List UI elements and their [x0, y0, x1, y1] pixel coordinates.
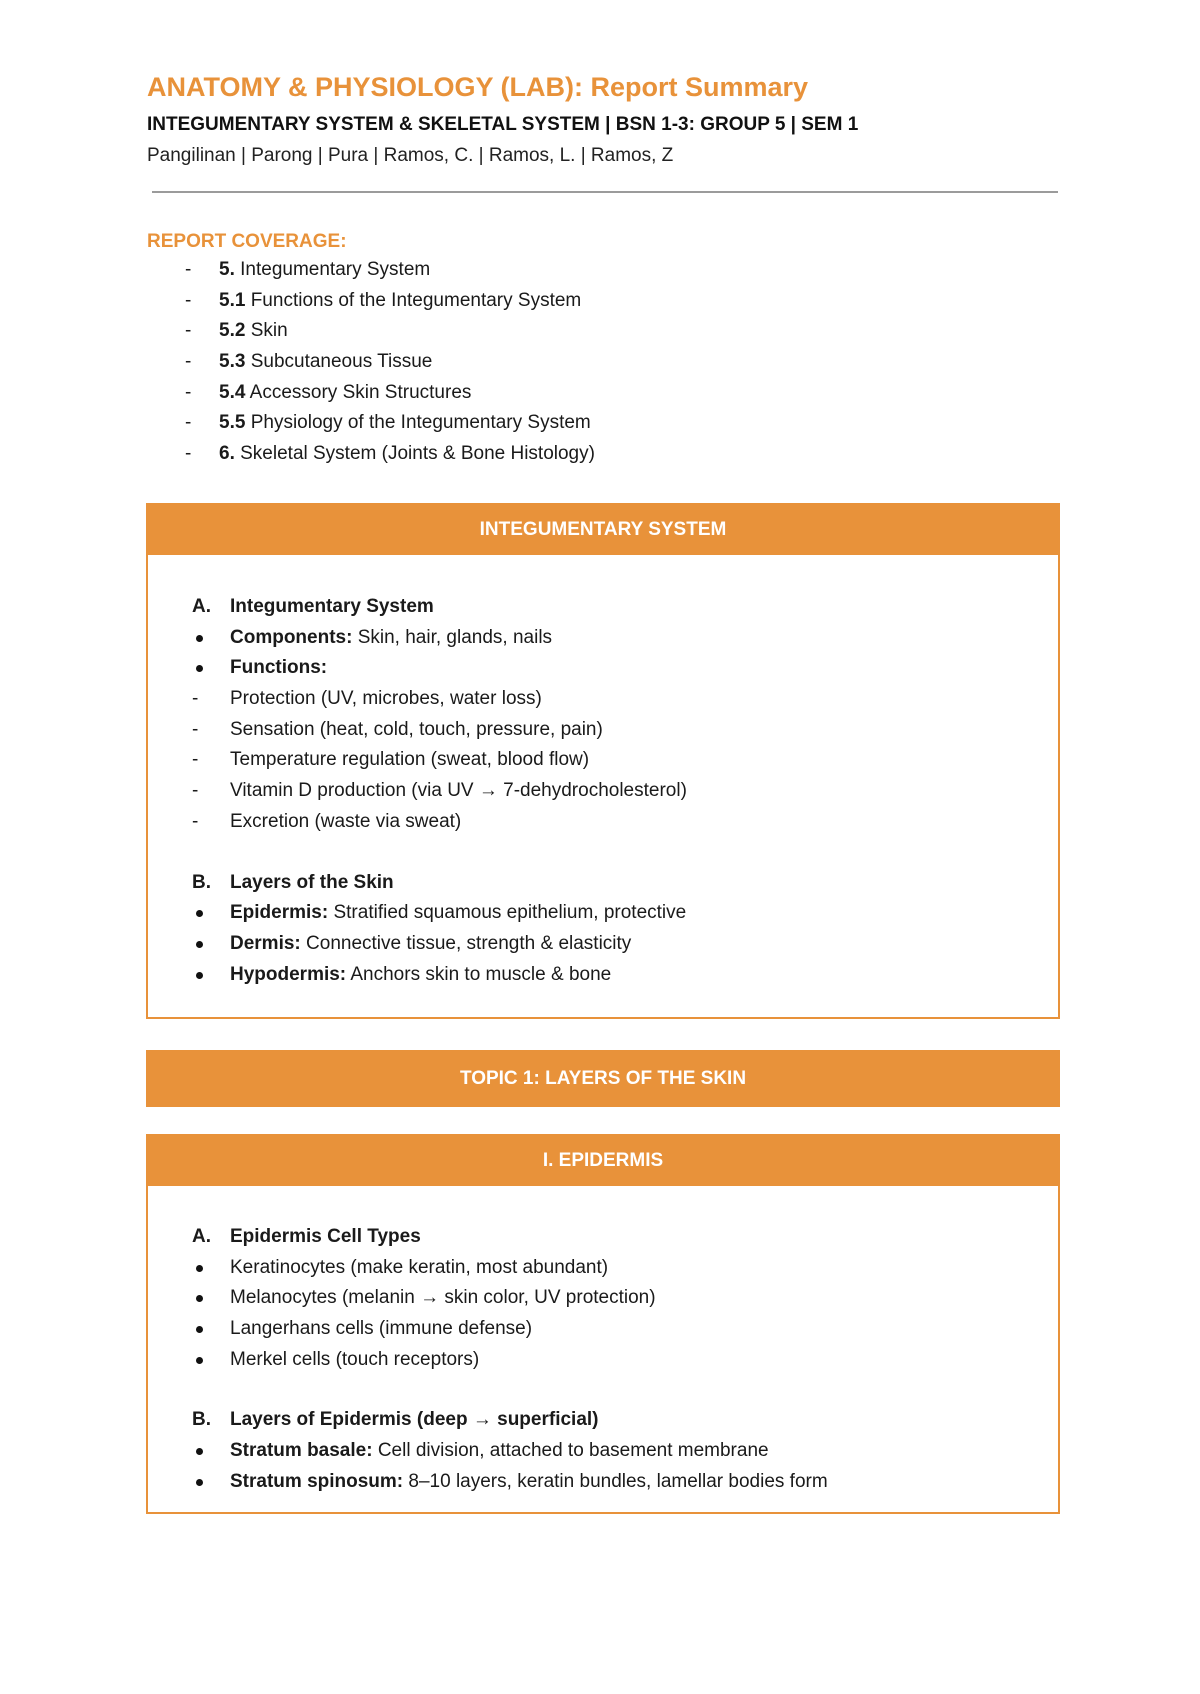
topic1-banner [146, 1050, 1060, 1107]
letter-marker: A. [192, 1226, 211, 1247]
list-item [148, 1253, 1058, 1284]
item-label: Stratum basale: [230, 1440, 373, 1462]
item-text: Melanocytes (melanin → skin color, UV protection) [230, 1287, 656, 1309]
coverage-item [147, 316, 595, 347]
spacer [148, 838, 1058, 868]
spacer [148, 1375, 1058, 1405]
document-subtitle: INTEGUMENTARY SYSTEM & SKELETAL SYSTEM | BSN 1-3: GROUP 5 | SEM 1 [147, 114, 859, 135]
item-text: Langerhans cells (immune defense) [230, 1318, 533, 1340]
item-text: Protection (UV, microbes, water loss) [230, 688, 542, 710]
dash-marker: - [185, 412, 192, 434]
list-item [148, 715, 1058, 746]
bullet-icon [196, 941, 203, 948]
bullet-icon [196, 1265, 203, 1272]
coverage-text: Integumentary System [234, 259, 431, 280]
bullet-icon [196, 1448, 203, 1455]
item-text: Temperature regulation (sweat, blood flow) [230, 749, 590, 771]
dash-marker: - [192, 810, 199, 832]
letter-marker: A. [192, 596, 211, 617]
list-item [148, 807, 1058, 838]
item-text: Cell division, attached to basement membrane [372, 1440, 769, 1462]
bullet-icon [196, 1357, 203, 1364]
dash-marker: - [192, 718, 199, 740]
item-text: Merkel cells (touch receptors) [230, 1348, 480, 1370]
bullet-icon [196, 1326, 203, 1333]
list-item [148, 1283, 1058, 1314]
coverage-number: 5.1 [219, 289, 246, 311]
coverage-number: 5.3 [219, 351, 246, 373]
coverage-item [147, 347, 595, 378]
bullet-icon [196, 1479, 203, 1486]
dash-marker: - [185, 443, 192, 465]
dash-marker: - [185, 320, 192, 342]
letter-marker: B. [192, 871, 211, 893]
item-text: Sensation (heat, cold, touch, pressure, pain) [230, 718, 603, 740]
dash-marker: - [192, 780, 199, 802]
document-title: ANATOMY & PHYSIOLOGY (LAB): Report Summary [147, 72, 809, 102]
subheading [148, 1405, 1058, 1436]
item-label: Stratum spinosum: [230, 1470, 404, 1492]
integumentary-section [146, 503, 1060, 1019]
item-text: Keratinocytes (make keratin, most abundant) [230, 1256, 609, 1278]
section-body [148, 555, 1058, 990]
coverage-item [147, 408, 595, 439]
coverage-title: REPORT COVERAGE: [147, 231, 347, 252]
item-label: Components: [230, 626, 353, 648]
list-item [148, 653, 1058, 684]
item-label: Hypodermis: [230, 963, 347, 985]
bullet-icon [196, 910, 203, 917]
subheading-text: Layers of Epidermis (deep → superficial) [230, 1409, 599, 1431]
header-divider [152, 191, 1058, 193]
subheading-text: Epidermis Cell Types [230, 1226, 421, 1247]
coverage-number: 6. [219, 443, 235, 465]
coverage-text: Skeletal System (Joints & Bone Histology) [234, 443, 595, 465]
item-text: Stratified squamous epithelium, protective [328, 902, 687, 924]
item-label: Functions: [230, 657, 328, 679]
item-label: Epidermis: [230, 902, 329, 924]
list-item [148, 1314, 1058, 1345]
letter-marker: B. [192, 1409, 211, 1431]
item-label: Dermis: [230, 932, 301, 954]
bullet-icon [196, 1295, 203, 1302]
section-header: INTEGUMENTARY SYSTEM [148, 505, 1058, 555]
dash-marker: - [185, 259, 192, 280]
coverage-item [147, 378, 595, 409]
bullet-icon [196, 635, 203, 642]
list-item [148, 929, 1058, 960]
subheading [148, 592, 1058, 623]
dash-marker: - [192, 749, 199, 771]
section-header: TOPIC 1: LAYERS OF THE SKIN [148, 1052, 1058, 1105]
section-body [148, 1186, 1058, 1498]
item-text: Skin, hair, glands, nails [352, 626, 553, 648]
dash-marker: - [185, 351, 192, 373]
dash-marker: - [192, 688, 199, 710]
list-item [148, 776, 1058, 807]
subheading-text: Layers of the Skin [230, 871, 394, 893]
item-text: Anchors skin to muscle & bone [346, 963, 612, 985]
coverage-number: 5. [219, 259, 235, 280]
coverage-number: 5.5 [219, 412, 246, 434]
epidermis-section [146, 1134, 1060, 1514]
coverage-text: Subcutaneous Tissue [245, 351, 433, 373]
coverage-text: Accessory Skin Structures [245, 381, 472, 403]
list-item [148, 960, 1058, 991]
list-item [148, 745, 1058, 776]
coverage-number: 5.4 [219, 381, 246, 403]
coverage-text: Physiology of the Integumentary System [245, 412, 591, 434]
list-item [148, 623, 1058, 654]
dash-marker: - [185, 289, 192, 311]
section-header: I. EPIDERMIS [148, 1136, 1058, 1186]
item-text: 8–10 layers, keratin bundles, lamellar bodies form [403, 1470, 828, 1492]
subheading-text: Integumentary System [230, 596, 434, 617]
subheading [148, 1222, 1058, 1253]
bullet-icon [196, 972, 203, 979]
subheading [148, 868, 1058, 899]
coverage-item [147, 439, 595, 470]
coverage-list [147, 255, 595, 470]
list-item [148, 1467, 1058, 1498]
bullet-icon [196, 665, 203, 672]
coverage-text: Functions of the Integumentary System [245, 289, 582, 311]
list-item [148, 684, 1058, 715]
list-item [148, 1436, 1058, 1467]
coverage-item [147, 286, 595, 317]
coverage-number: 5.2 [219, 320, 246, 342]
list-item [148, 898, 1058, 929]
dash-marker: - [185, 381, 192, 403]
item-text: Connective tissue, strength & elasticity [300, 932, 632, 954]
coverage-text: Skin [245, 320, 288, 342]
coverage-item [147, 255, 595, 286]
authors-line: Pangilinan | Parong | Pura | Ramos, C. | Ramos, L. | Ramos, Z [147, 145, 674, 166]
list-item [148, 1345, 1058, 1376]
item-text: Vitamin D production (via UV → 7-dehydrocholesterol) [230, 780, 687, 802]
item-text: Excretion (waste via sweat) [230, 810, 462, 832]
